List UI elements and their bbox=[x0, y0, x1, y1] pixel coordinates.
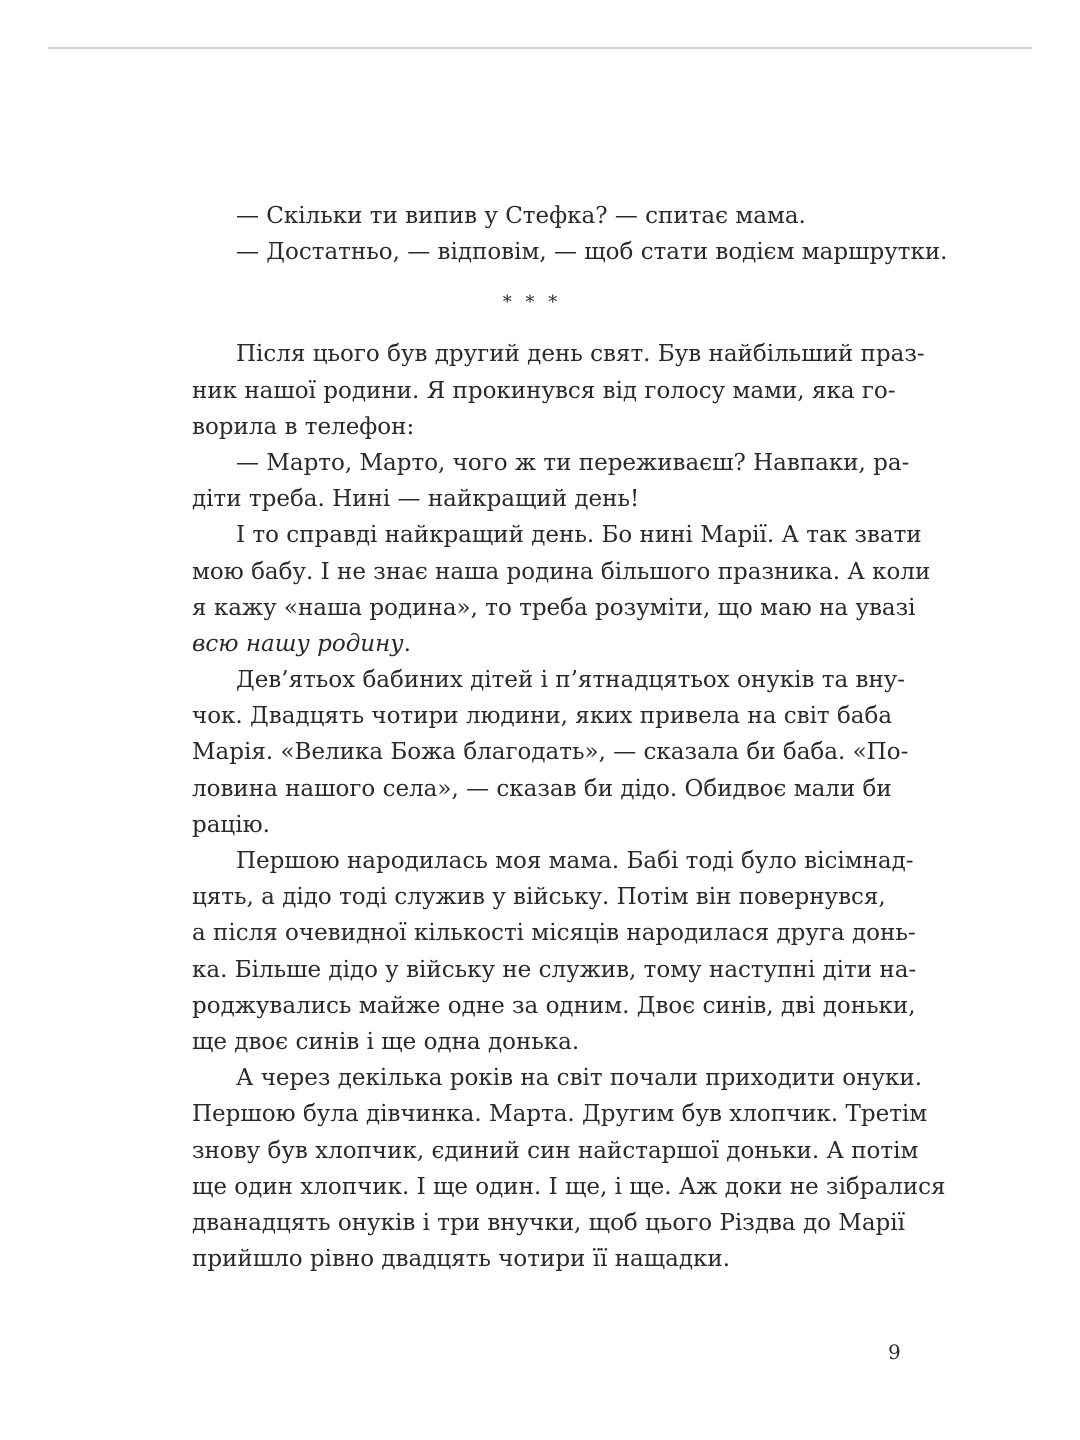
paragraph-line: ник нашої родини. Я прокинувся від голосу мами, яка го- bbox=[192, 377, 896, 404]
dialog-line: — Достатньо, — відповім, — щоб стати водієм маршрутки. bbox=[236, 239, 948, 266]
section-separator: * * * bbox=[502, 292, 562, 314]
paragraph-line: дванадцять онуків і три внучки, щоб цього Різдва до Марії bbox=[192, 1209, 905, 1236]
paragraph-line: Першою народилась моя мама. Бабі тоді було вісімнад- bbox=[236, 848, 914, 874]
paragraph-line: знову був хлопчик, єдиний син найстаршої доньки. А потім bbox=[192, 1137, 919, 1164]
paragraph-line: І то справді найкращий день. Бо нині Марії. А так звати bbox=[236, 522, 922, 549]
paragraph-line: я кажу «наша родина», то треба розуміти, що маю на увазі bbox=[192, 594, 916, 621]
paragraph-line: ворила в телефон: bbox=[192, 413, 415, 440]
paragraph-line: роджувались майже одне за одним. Двоє синів, дві доньки, bbox=[192, 992, 916, 1019]
paragraph-line: Після цього був другий день свят. Був найбільший праз- bbox=[236, 341, 925, 368]
paragraph-line: цять, а дідо тоді служив у війську. Потім він повернувся, bbox=[192, 884, 886, 911]
paragraph-line: ка. Більше дідо у війську не служив, тому наступні діти на- bbox=[192, 956, 917, 983]
paragraph-line: рацію. bbox=[192, 811, 270, 838]
paragraph-line: чок. Двадцять чотири людини, яких привела на світ баба bbox=[192, 703, 893, 730]
paragraph-line: а після очевидної кількості місяців народилася друга донь- bbox=[192, 920, 916, 947]
paragraph-line: ще двоє синів і ще одна донька. bbox=[192, 1028, 580, 1055]
paragraph-line: А через декілька років на світ почали приходити онуки. bbox=[236, 1065, 923, 1092]
emphasis-text: всю нашу родину bbox=[192, 630, 404, 657]
paragraph-line: мою бабу. І не знає наша родина більшого празника. А коли bbox=[192, 558, 931, 585]
paragraph-line: Першою була дівчинка. Марта. Другим був хлопчик. Третім bbox=[192, 1101, 928, 1128]
page-body bbox=[192, 198, 948, 1277]
paragraph-line: діти треба. Нині — найкращий день! bbox=[192, 486, 640, 513]
paragraph-line: Марія. «Велика Божа благодать», — сказала би баба. «По- bbox=[192, 739, 909, 766]
paragraph-line bbox=[192, 626, 872, 662]
paragraph-line: ще один хлопчик. І ще один. І ще, і ще. Аж доки не зібралися bbox=[192, 1173, 946, 1200]
paragraph-line: — Марто, Марто, чого ж ти переживаєш? Навпаки, ра- bbox=[236, 449, 910, 476]
paragraph-line: прийшло рівно двадцять чотири її нащадки. bbox=[192, 1246, 731, 1273]
paragraph-line: Дев’ятьох бабиних дітей і п’ятнадцятьох онуків та вну- bbox=[236, 667, 906, 694]
page-number: 9 bbox=[888, 1340, 901, 1364]
paragraph-line: ловина нашого села», — сказав би дідо. Обидвоє мали би bbox=[192, 775, 892, 802]
top-rule bbox=[48, 47, 1032, 49]
paragraph-end: . bbox=[403, 630, 411, 657]
dialog-line: — Скільки ти випив у Стефка? — спитає мама. bbox=[236, 203, 806, 229]
